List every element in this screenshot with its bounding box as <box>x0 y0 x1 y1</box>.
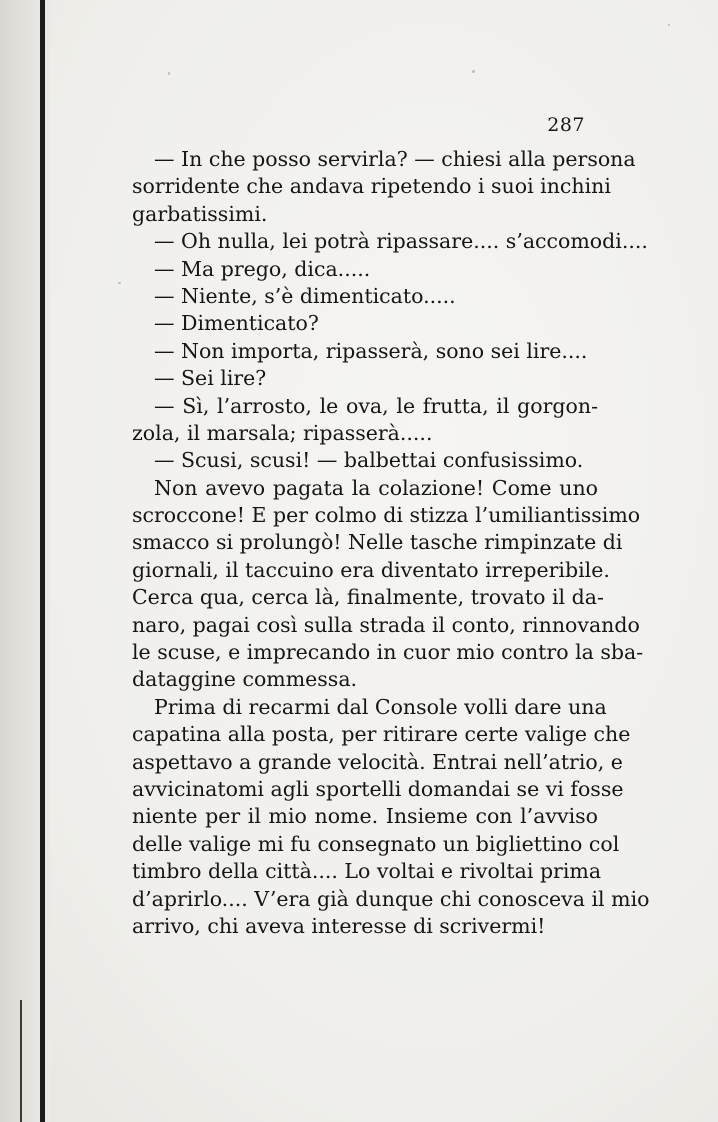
paper-speck <box>668 24 670 26</box>
text-line: naro, pagai così sulla strada il conto, rinnovando <box>132 612 640 637</box>
text-line: timbro della città.... Lo voltai e rivoltai prima <box>132 859 602 884</box>
text-line: — Ma prego, dica..... <box>154 256 371 281</box>
text-line: dataggine commessa. <box>132 667 358 692</box>
text-line: niente per il mio nome. Insieme con l’avviso <box>132 804 598 829</box>
binding-shadow-line-lower <box>20 1000 22 1122</box>
text-line: — Scusi, scusi! — balbettai confusissimo. <box>154 448 584 473</box>
paper-speck <box>118 282 121 284</box>
text-line: — Niente, s’è dimenticato..... <box>154 283 456 308</box>
text-line: Non avevo pagata la colazione! Come uno <box>154 475 598 500</box>
text-line: — Sei lire? <box>154 366 267 391</box>
text-line: aspettavo a grande velocità. Entrai nell’atrio, e <box>132 749 623 774</box>
text-line: Prima di recarmi dal Console volli dare una <box>154 694 607 719</box>
text-line: le scuse, e imprecando in cuor mio contro la sba- <box>132 640 644 665</box>
paper-speck <box>472 70 475 73</box>
text-line: — Non importa, ripasserà, sono sei lire.... <box>154 338 588 363</box>
paper-speck <box>168 72 170 75</box>
body-text <box>132 146 650 940</box>
text-line: — Sì, l’arrosto, le ova, le frutta, il gorgon- <box>154 393 598 418</box>
text-line: d’aprirlo.... V’era già dunque chi conosceva il mio <box>132 886 650 911</box>
text-line: capatina alla posta, per ritirare certe valige che <box>132 722 631 747</box>
text-line: — Oh nulla, lei potrà ripassare.... s’accomodi.... <box>154 229 648 254</box>
page-number: 287 <box>547 114 585 136</box>
text-line: zola, il marsala; ripasserà..... <box>132 420 433 445</box>
text-line: — Dimenticato? <box>154 311 319 336</box>
text-line: scroccone! E per colmo di stizza l’umiliantissimo <box>132 503 641 528</box>
text-line: avvicinatomi agli sportelli domandai se vi fosse <box>132 776 624 801</box>
text-line: garbatissimi. <box>132 201 268 226</box>
text-line: arrivo, chi aveva interesse di scrivermi! <box>132 913 546 938</box>
text-line: smacco si prolungò! Nelle tasche rimpinzate di <box>132 530 623 555</box>
text-line: giornali, il taccuino era diventato irreperibile. <box>132 557 610 582</box>
text-line: Cerca qua, cerca là, finalmente, trovato il da- <box>132 585 604 610</box>
binding-shadow-line <box>40 0 45 1122</box>
text-line: sorridente che andava ripetendo i suoi inchini <box>132 174 611 199</box>
text-line: delle valige mi fu consegnato un bigliettino col <box>132 831 620 856</box>
text-line: — In che posso servirla? — chiesi alla persona <box>154 147 636 171</box>
